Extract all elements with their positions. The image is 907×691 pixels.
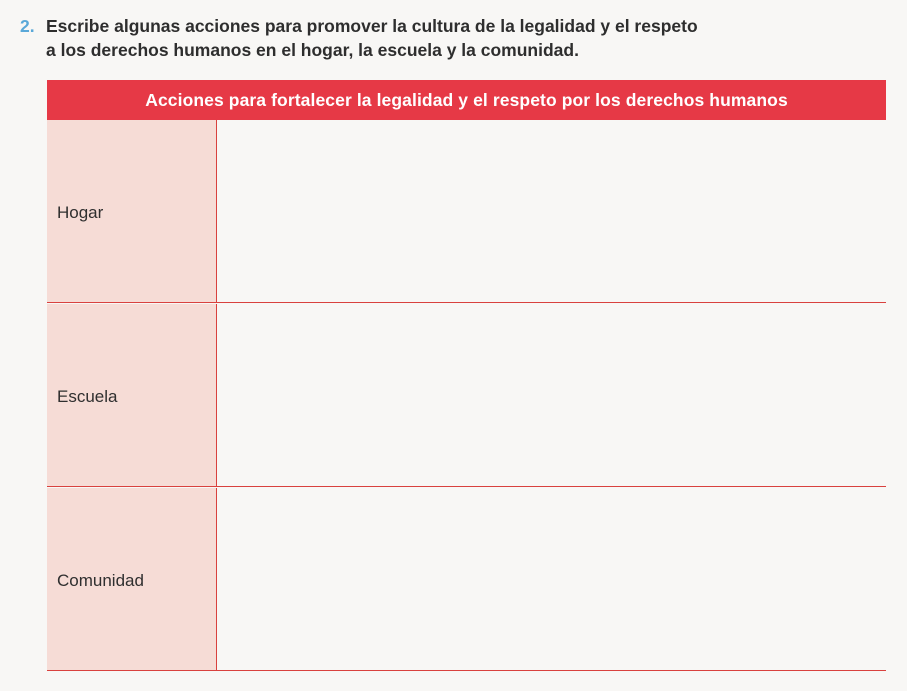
table-header: Acciones para fortalecer la legalidad y el respeto por los derechos humanos (47, 80, 886, 120)
row-label-comunidad: Comunidad (57, 571, 144, 590)
exercise-instruction (20, 14, 880, 62)
instruction-line-2: a los derechos humanos en el hogar, la escuela y la comunidad. (46, 40, 579, 60)
answer-cell-escuela[interactable] (217, 304, 886, 486)
row-label-cell (47, 120, 217, 302)
row-label-hogar: Hogar (57, 203, 104, 222)
row-label-cell (47, 488, 217, 670)
answer-cell-comunidad[interactable] (217, 488, 886, 670)
table-row-comunidad (47, 488, 886, 671)
table-row-hogar (47, 120, 886, 303)
row-label-cell (47, 304, 217, 486)
answer-cell-hogar[interactable] (217, 120, 886, 302)
instruction-line-1: Escribe algunas acciones para promover la cultura de la legalidad y el respeto (46, 16, 698, 36)
table-row-escuela (47, 304, 886, 487)
actions-table (47, 80, 886, 671)
exercise-number: 2. (20, 16, 35, 36)
row-label-escuela: Escuela (57, 387, 118, 406)
